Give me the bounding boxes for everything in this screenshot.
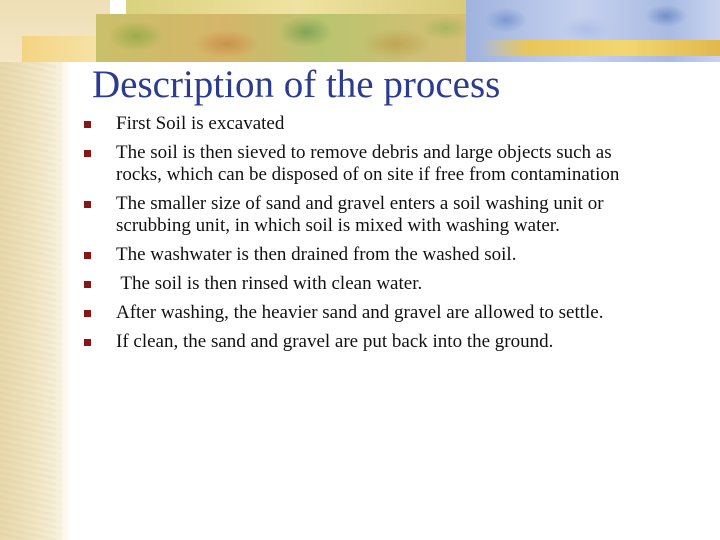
banner-gold-swoosh: [480, 40, 720, 56]
bullet-item: [82, 331, 662, 353]
square-bullet-icon: [84, 339, 91, 346]
bullet-text: After washing, the heavier sand and gravel are allowed to settle.: [116, 302, 604, 323]
bullet-text: If clean, the sand and gravel are put back into the ground.: [116, 331, 554, 352]
square-bullet-icon: [84, 252, 91, 259]
square-bullet-icon: [84, 201, 91, 208]
bullet-item: [82, 302, 662, 324]
bullet-text: First Soil is excavated: [116, 113, 285, 134]
parchment-left-strip: [0, 0, 62, 540]
bullet-text: The soil is then sieved to remove debris and large objects such as rocks, which can be disposed of on site if free from contamination: [116, 142, 620, 185]
square-bullet-icon: [84, 281, 91, 288]
bullet-item: [82, 113, 662, 135]
decorative-banner: [0, 0, 720, 62]
bullet-text: The soil is then rinsed with clean water.: [116, 273, 423, 294]
bullet-item: [82, 244, 662, 266]
square-bullet-icon: [84, 121, 91, 128]
bullet-item: [82, 273, 662, 295]
bullet-text: The washwater is then drained from the washed soil.: [116, 244, 517, 265]
banner-leaves-image: [96, 14, 468, 62]
bullet-text: The smaller size of sand and gravel enters a soil washing unit or scrubbing unit, in which soil is mixed with washing water.: [116, 193, 604, 236]
slide-title: Description of the process: [92, 63, 501, 106]
bullet-list: [82, 113, 662, 360]
square-bullet-icon: [84, 310, 91, 317]
banner-yellow-block: [22, 36, 102, 62]
square-bullet-icon: [84, 150, 91, 157]
bullet-item: [82, 142, 662, 186]
bullet-item: [82, 193, 662, 237]
